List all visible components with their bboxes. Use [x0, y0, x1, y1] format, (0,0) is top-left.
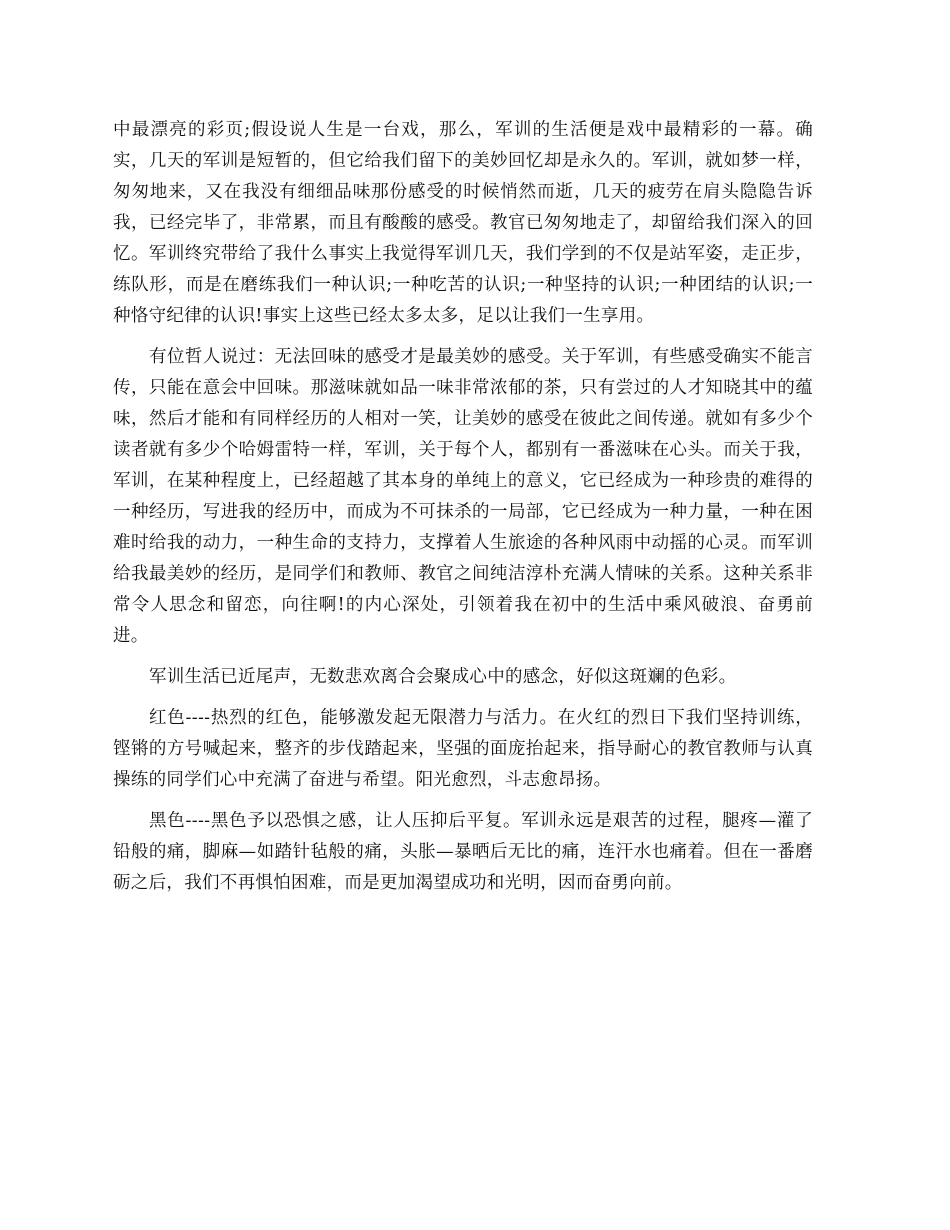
paragraph-2: 有位哲人说过：无法回味的感受才是最美妙的感受。关于军训，有些感受确实不能言传，只能在意会中回味。那滋味就如品一味非常浓郁的茶，只有尝过的人才知晓其中的蕴味，然后才能和有同样经历的人相对一笑，让美妙的感受在彼此之间传递。就如有多少个读者就有多少个哈姆雷特一样，军训，关于每个人，都别有一番滋味在心头。而关于我，军训，在某种程度上，已经超越了其本身的单纯上的意义，它已经成为一种珍贵的难得的一种经历，写进我的经历中，而成为不可抹杀的一局部，它已经成为一种力量，一种在困难时给我的动力，一种生命的支持力，支撑着人生旅途的各种风雨中动摇的心灵。而军训给我最美妙的经历，是同学们和教师、教官之间纯洁淳朴充满人情味的关系。这种关系非常令人思念和留恋，向往啊!的内心深处，引领着我在初中的生活中乘风破浪、奋勇前进。 — [113, 347, 813, 646]
paragraph-1: 中最漂亮的彩页;假设说人生是一台戏，那么，军训的生活便是戏中最精彩的一幕。确实，几天的军训是短暂的，但它给我们留下的美妙回忆却是永久的。军训，就如梦一样，匆匆地来，又在我没有细细品味那份感受的时候悄然而逝，几天的疲劳在肩头隐隐告诉我，已经完毕了，非常累，而且有酸酸的感受。教官已匆匆地走了，却留给我们深入的回忆。军训终究带给了我什么事实上我觉得军训几天，我们学到的不仅是站军姿，走正步，练队形，而是在磨练我们一种认识;一种吃苦的认识;一种坚持的认识;一种团结的认识;一种恪守纪律的认识!事实上这些已经太多太多，足以让我们一生享用。 — [113, 120, 813, 326]
paragraph-4: 红色----热烈的红色，能够激发起无限潜力与活力。在火红的烈日下我们坚持训练，铿锵的方号喊起来，整齐的步伐踏起来，坚强的面庞抬起来，指导耐心的教官教师与认真操练的同学们心中充满了奋进与希望。阳光愈烈，斗志愈昂扬。 — [113, 708, 813, 790]
paragraph-5: 黑色----黑色予以恐惧之感，让人压抑后平复。军训永远是艰苦的过程，腿疼—灌了铅般的痛，脚麻—如踏针毡般的痛，头胀—暴晒后无比的痛，连汗水也痛着。但在一番磨砺之后，我们不再惧怕困难，而是更加渴望成功和光明，因而奋勇向前。 — [113, 811, 813, 893]
document-body — [113, 115, 813, 899]
paragraph-3: 军训生活已近尾声，无数悲欢离合会聚成心中的感念，好似这斑斓的色彩。 — [149, 667, 737, 687]
